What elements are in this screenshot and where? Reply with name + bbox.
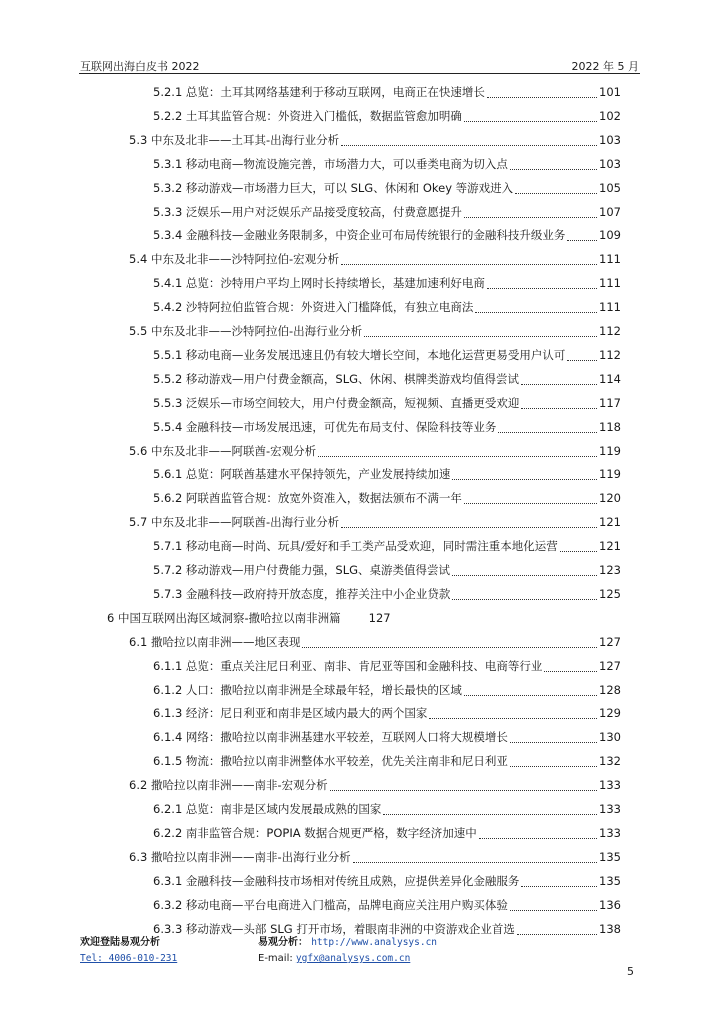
toc-leader-dots <box>487 86 597 98</box>
toc-subsection[interactable] <box>153 824 621 842</box>
toc-section[interactable] <box>129 250 621 268</box>
toc-entry-label: 5.5.2 移动游戏—用户付费金额高，SLG、休闲、棋牌类游戏均值得尝试 <box>153 372 520 386</box>
toc-entry-label: 5.7.3 金融科技—政府持开放态度，推荐关注中小企业贷款 <box>153 587 451 601</box>
toc-entry-page: 128 <box>599 683 621 697</box>
toc-entry-label: 5.5.1 移动电商—业务发展迅速且仍有较大增长空间，本地化运营更易受用户认可 <box>153 348 566 362</box>
toc-entry-page: 105 <box>599 181 621 195</box>
toc-entry-page: 130 <box>599 730 621 744</box>
toc-section[interactable] <box>129 776 621 794</box>
toc-subsection[interactable] <box>153 561 621 579</box>
toc-subsection[interactable] <box>153 346 621 364</box>
toc-leader-dots <box>318 445 597 457</box>
footer-email-label: E-mail: <box>258 953 293 964</box>
toc-entry-page: 136 <box>599 898 621 912</box>
toc-subsection[interactable] <box>153 370 621 388</box>
toc-entry-page: 135 <box>599 850 621 864</box>
toc-entry-label: 5.4 中东及北非——沙特阿拉伯-宏观分析 <box>129 252 340 266</box>
toc-entry-page: 133 <box>599 826 621 840</box>
toc-leader-dots <box>341 134 597 146</box>
footer-welcome: 欢迎登陆易观分析 <box>80 937 160 948</box>
toc-section[interactable] <box>129 633 621 651</box>
toc-entry-label: 6 中国互联网出海区域洞察-撒哈拉以南非洲篇 <box>107 611 341 625</box>
toc-entry-page: 138 <box>599 922 621 936</box>
toc-leader-dots <box>464 492 597 504</box>
toc-entry-page: 119 <box>599 467 621 481</box>
toc-entry-page: 125 <box>599 587 621 601</box>
toc-entry-label: 6.3.1 金融科技—金融科技市场相对传统且成熟，应提供差异化金融服务 <box>153 874 520 888</box>
toc-entry-page: 112 <box>599 348 621 362</box>
toc-entry-label: 6.1 撒哈拉以南非洲——地区表现 <box>129 635 301 649</box>
header-title: 互联网出海白皮书 2022 <box>80 60 200 73</box>
toc-entry-page: 111 <box>599 276 621 290</box>
toc-entry-page: 103 <box>599 133 621 147</box>
toc-subsection[interactable] <box>153 226 621 244</box>
toc-section[interactable] <box>129 848 621 866</box>
toc-leader-dots <box>302 636 597 648</box>
toc-leader-dots <box>429 707 597 719</box>
toc-entry-label: 6.3.3 移动游戏—头部 SLG 打开市场，着眼南非洲的中资游戏企业首选 <box>153 922 515 936</box>
toc-entry-page: 112 <box>599 324 621 338</box>
toc-entry-label: 6.2.2 南非监管合规：POPIA 数据合规更严格，数字经济加速中 <box>153 826 477 840</box>
toc-entry-label: 5.7.1 移动电商—时尚、玩具/爱好和手工类产品受欢迎，同时需注重本地化运营 <box>153 539 558 553</box>
toc-entry-label: 5.2.1 总览：土耳其网络基建利于移动互联网，电商正在快速增长 <box>153 85 485 99</box>
toc-leader-dots <box>544 660 597 672</box>
page-number: 5 <box>627 965 634 978</box>
toc-leader-dots <box>521 875 597 887</box>
toc-subsection[interactable] <box>153 681 621 699</box>
toc-entry-label: 6.2.1 总览：南非是区域内发展最成熟的国家 <box>153 802 382 816</box>
toc-entry-page: 132 <box>599 754 621 768</box>
toc-entry-label: 5.4.1 总览：沙特用户平均上网时长持续增长，基建加速利好电商 <box>153 276 485 290</box>
toc-section[interactable] <box>129 513 621 531</box>
toc-leader-dots <box>464 110 597 122</box>
toc-entry-label: 5.3.1 移动电商—物流设施完善，市场潜力大，可以垂类电商为切入点 <box>153 157 508 171</box>
toc-subsection[interactable] <box>153 394 621 412</box>
toc-entry-label: 6.1.5 物流：撒哈拉以南非洲整体水平较差，优先关注南非和尼日利亚 <box>153 754 508 768</box>
header-rule <box>79 73 640 74</box>
toc-subsection[interactable] <box>153 657 621 675</box>
toc-entry-label: 5.2.2 土耳其监管合规：外资进入门槛低，数据监管愈加明确 <box>153 109 462 123</box>
toc-subsection[interactable] <box>153 704 621 722</box>
toc-entry-page: 121 <box>599 539 621 553</box>
toc-entry-label: 5.5.3 泛娱乐—市场空间较大，用户付费金额高，短视频、直播更受欢迎 <box>153 396 520 410</box>
toc-leader-dots <box>383 803 597 815</box>
toc-entry-page: 127 <box>599 659 621 673</box>
page-header <box>80 52 639 74</box>
toc-entry-label: 5.5.4 金融科技—市场发展迅速，可优先布局支付、保险科技等业务 <box>153 420 497 434</box>
toc-subsection[interactable] <box>153 155 621 173</box>
toc-subsection[interactable] <box>153 418 621 436</box>
toc-leader-dots <box>487 277 597 289</box>
toc-entry-page: 133 <box>599 778 621 792</box>
toc-subsection[interactable] <box>153 752 621 770</box>
toc-entry-label: 6.1.2 人口：撒哈拉以南非洲是全球最年轻，增长最快的区域 <box>153 683 462 697</box>
toc-entry-label: 5.6.2 阿联酋监管合规：放宽外资准入，数据法颁布不满一年 <box>153 491 462 505</box>
toc-subsection[interactable] <box>153 298 621 316</box>
toc-section[interactable] <box>129 322 621 340</box>
toc-leader-dots <box>452 564 597 576</box>
toc-entry-page: 119 <box>599 444 621 458</box>
toc-entry-page: 118 <box>599 420 621 434</box>
toc-leader-dots <box>364 325 597 337</box>
toc-entry-page: 109 <box>599 228 621 242</box>
toc-entry-label: 5.3.3 泛娱乐—用户对泛娱乐产品接受度较高，付费意愿提升 <box>153 205 462 219</box>
toc-entry-label: 6.3 撒哈拉以南非洲——南非-出海行业分析 <box>129 850 351 864</box>
toc-leader-dots <box>521 373 597 385</box>
toc-entry-label: 5.5 中东及北非——沙特阿拉伯-出海行业分析 <box>129 324 363 338</box>
toc-entry-page: 121 <box>599 515 621 529</box>
toc-section[interactable] <box>129 442 621 460</box>
toc-entry-page: 103 <box>599 157 621 171</box>
toc-entry-page: 111 <box>599 300 621 314</box>
toc-entry-label: 5.6.1 总览：阿联酋基建水平保持领先，产业发展持续加速 <box>153 467 451 481</box>
toc-leader-dots <box>510 899 597 911</box>
toc-subsection[interactable] <box>153 465 621 483</box>
toc-entry-label: 5.7.2 移动游戏—用户付费能力强，SLG、桌游类值得尝试 <box>153 563 451 577</box>
toc-entry-label: 5.3.2 移动游戏—市场潜力巨大，可以 SLG、休闲和 Okey 等游戏进入 <box>153 181 514 195</box>
toc-subsection[interactable] <box>153 179 621 197</box>
toc-subsection[interactable] <box>153 203 621 221</box>
toc-entry-page: 129 <box>599 706 621 720</box>
toc-subsection[interactable] <box>153 83 621 101</box>
toc-leader-dots <box>510 731 597 743</box>
toc-leader-dots <box>567 229 597 241</box>
toc-entry-page: 120 <box>599 491 621 505</box>
toc-entry-label: 5.3 中东及北非——土耳其-出海行业分析 <box>129 133 340 147</box>
toc-subsection[interactable] <box>153 489 621 507</box>
toc-leader-dots <box>510 158 597 170</box>
header-date: 2022 年 5 月 <box>571 60 639 73</box>
footer-tel[interactable]: Tel: 4006-010-231 <box>80 953 178 964</box>
toc-leader-dots <box>475 301 597 313</box>
toc-leader-dots <box>341 253 597 265</box>
toc-entry-label: 5.3.4 金融科技—金融业务限制多，中资企业可布局传统银行的金融科技升级业务 <box>153 228 566 242</box>
toc-entry-label: 6.1.1 总览：重点关注尼日利亚、南非、肯尼亚等国和金融科技、电商等行业 <box>153 659 543 673</box>
toc-leader-dots <box>510 755 597 767</box>
toc-subsection[interactable] <box>153 896 621 914</box>
footer-analysys-label: 易观分析： <box>258 937 308 948</box>
footer-analysys-link[interactable]: http://www.analysys.cn <box>311 937 438 948</box>
toc-entry-label: 6.1.3 经济：尼日利亚和南非是区域内最大的两个国家 <box>153 706 428 720</box>
toc-subsection[interactable] <box>153 537 621 555</box>
toc-entry-page: 101 <box>599 85 621 99</box>
toc-leader-dots <box>452 588 597 600</box>
toc-subsection[interactable] <box>153 728 621 746</box>
toc-leader-dots <box>567 349 597 361</box>
toc-leader-dots <box>515 182 597 194</box>
toc-leader-dots <box>517 923 597 935</box>
toc-subsection[interactable] <box>153 274 621 292</box>
toc-subsection[interactable] <box>153 107 621 125</box>
toc-entry-page: 135 <box>599 874 621 888</box>
toc-leader-dots <box>464 206 597 218</box>
toc-subsection[interactable] <box>153 800 621 818</box>
toc-subsection[interactable] <box>153 872 621 890</box>
toc-entry-page: 111 <box>599 252 621 266</box>
toc-subsection[interactable] <box>153 585 621 603</box>
toc-entry-label: 5.4.2 沙特阿拉伯监管合规：外资进入门槛降低，有独立电商法 <box>153 300 474 314</box>
toc-leader-dots <box>479 827 597 839</box>
toc-leader-dots <box>521 397 597 409</box>
toc-entry-label: 6.3.2 移动电商—平台电商进入门槛高，品牌电商应关注用户购买体验 <box>153 898 508 912</box>
toc-entry-page: 127 <box>368 611 391 625</box>
toc-entry-page: 133 <box>599 802 621 816</box>
toc-entry-page: 107 <box>599 205 621 219</box>
toc-leader-dots <box>330 779 597 791</box>
toc-section[interactable] <box>129 131 621 149</box>
toc-leader-dots <box>452 468 597 480</box>
toc-entry-label: 5.6 中东及北非——阿联酋-宏观分析 <box>129 444 317 458</box>
toc-leader-dots <box>353 851 597 863</box>
toc-leader-dots <box>498 421 597 433</box>
toc-chapter[interactable] <box>107 609 391 627</box>
toc-entry-label: 5.7 中东及北非——阿联酋-出海行业分析 <box>129 515 340 529</box>
toc-entry-label: 6.1.4 网络：撒哈拉以南非洲基建水平较差，互联网人口将大规模增长 <box>153 730 508 744</box>
toc-entry-page: 102 <box>599 109 621 123</box>
toc-leader-dots <box>341 516 597 528</box>
toc-entry-page: 127 <box>599 635 621 649</box>
toc-entry-page: 123 <box>599 563 621 577</box>
toc-entry-page: 114 <box>599 372 621 386</box>
toc-entry-label: 6.2 撒哈拉以南非洲——南非-宏观分析 <box>129 778 328 792</box>
footer-email-link[interactable]: ygfx@analysys.com.cn <box>295 953 411 964</box>
toc-leader-dots <box>464 684 597 696</box>
toc-entry-page: 117 <box>599 396 621 410</box>
toc-leader-dots <box>560 540 597 552</box>
